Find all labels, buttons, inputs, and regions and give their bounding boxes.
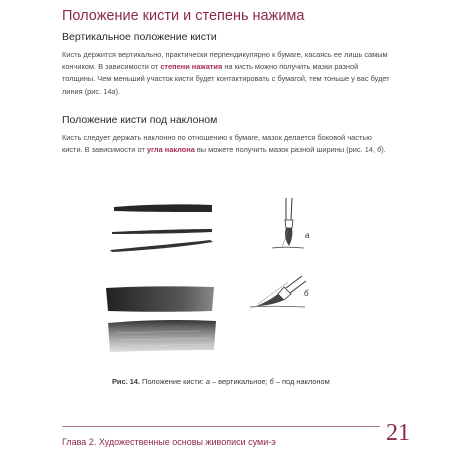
paragraph-text: на кисть можно получить мазки разной толщины. Чем меньший участок кисти будет контактировать с бумагой, тем тоньше у вас будет линия (рис. 14 [62,62,390,96]
paragraph-text: ). [381,145,386,155]
paragraph-text: Кисть держится вертикально, практически перпендикулярно к бумаге, касаясь ее лишь самым кончиком. В зависимости от [62,50,388,72]
paragraph-text: ). [115,86,121,96]
brush-stroke-wide [106,286,214,311]
section-heading-vertical: Вертикальное положение кисти [62,31,217,43]
caption-label: Рис. 14. [112,377,140,386]
figure-label-a: а [305,231,310,240]
caption-letter: а [205,377,210,386]
figure-brush-strokes [100,190,340,365]
brush-stroke-thin [110,240,213,252]
figure-caption [112,377,330,386]
caption-text: – вертикальное; [209,377,270,386]
highlight-term: степени нажатия [160,62,223,72]
brush-vertical-icon [272,198,304,248]
page-number: 21 [386,420,410,446]
paragraph-tilted [62,132,392,156]
footer-divider [62,426,380,427]
footer-chapter: Глава 2. Художественные основы живописи суми-э [62,437,276,447]
figure-ref-letter: а [111,86,116,96]
brush-stroke-thick [114,204,212,212]
brush-stroke-dry [108,320,216,352]
caption-letter: б [269,377,274,386]
brush-tilted-icon [250,276,306,307]
highlight-term: угла наклона [146,145,195,155]
caption-text: Положение кисти: [139,377,206,386]
paragraph-vertical [62,49,392,98]
paragraph-text: Кисть следует держать наклонно по отношению к бумаге, мазок делается боковой частью кисти. В зависимости от [62,133,372,155]
paragraph-text: вы можете получить мазок разной ширины (рис. 14, [194,145,378,155]
figure-label-b: б [304,289,309,298]
figure-ref-letter: б [377,145,382,155]
caption-text: – под наклоном [273,377,330,386]
page-title: Положение кисти и степень нажима [62,8,305,24]
section-heading-tilted: Положение кисти под наклоном [62,114,218,126]
brush-stroke-medium [112,229,212,234]
